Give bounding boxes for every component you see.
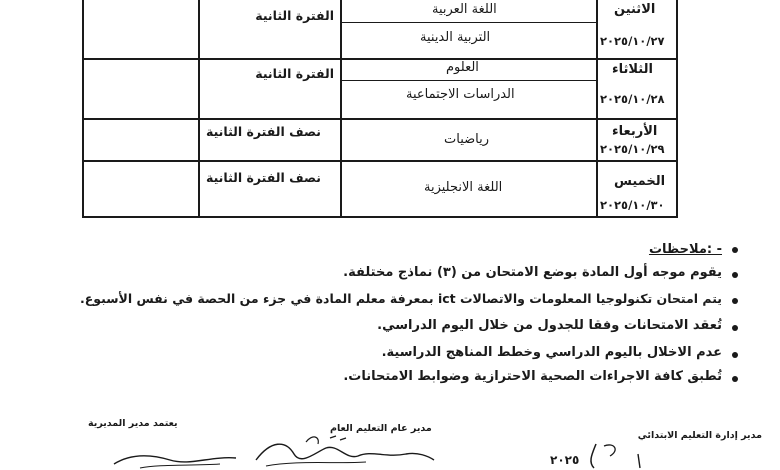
subject-cell bbox=[342, 0, 598, 58]
note-item: عدم الاخلال باليوم الدراسي وخطط المناهج الدراسية. bbox=[381, 345, 722, 360]
bullet-icon bbox=[732, 325, 738, 331]
period-cell bbox=[200, 60, 342, 118]
handwritten-signature-directorate bbox=[110, 446, 240, 470]
handwritten-signature-general bbox=[246, 430, 436, 470]
bullet-icon bbox=[732, 376, 738, 382]
day-label: الاثنين bbox=[614, 2, 656, 17]
period-cell bbox=[200, 120, 342, 160]
day-cell bbox=[598, 0, 676, 58]
subject-label: العلوم bbox=[446, 60, 479, 75]
signature-title-directorate: يعتمد مدير المديرية bbox=[88, 418, 178, 429]
bullet-icon bbox=[732, 352, 738, 358]
period-label: نصف الفترة الثانية bbox=[206, 170, 321, 185]
bullet-icon bbox=[732, 247, 738, 253]
table-row bbox=[84, 0, 676, 60]
subject-divider bbox=[342, 80, 596, 81]
subject-label: الدراسات الاجتماعية bbox=[406, 87, 515, 102]
subject-label: التربية الدينية bbox=[420, 30, 491, 45]
note-item: تُعقد الامتحانات وفقا للجدول من خلال اليوم الدراسي. bbox=[377, 318, 722, 333]
subject-divider bbox=[342, 22, 596, 23]
note-item: يتم امتحان تكنولوجيا المعلومات والاتصالات ict بمعرفة معلم المادة في جزء من الحصة في نفس الأسبوع. bbox=[80, 291, 722, 306]
date-label: ٢٠٢٥/١٠/٣٠ bbox=[600, 198, 665, 212]
date-label: ٢٠٢٥/١٠/٢٧ bbox=[600, 34, 665, 48]
empty-cell bbox=[84, 162, 200, 218]
day-label: الخميس bbox=[614, 174, 666, 189]
day-label: الأربعاء bbox=[612, 124, 658, 139]
signature-title-primary: مدير إدارة التعليم الابتدائي bbox=[637, 430, 762, 441]
period-label: الفترة الثانية bbox=[255, 8, 334, 23]
signature-title-general: مدير عام التعليم العام bbox=[330, 423, 432, 434]
subject-label: اللغة الانجليزية bbox=[424, 180, 503, 195]
handwritten-date: ٢٠٢٥ bbox=[550, 453, 580, 467]
subject-cell bbox=[342, 60, 598, 118]
exam-schedule-table bbox=[82, 0, 678, 218]
date-label: ٢٠٢٥/١٠/٢٩ bbox=[600, 142, 665, 156]
bullet-icon bbox=[732, 298, 738, 304]
subject-cell bbox=[342, 120, 598, 160]
day-cell bbox=[598, 120, 676, 160]
table-row bbox=[84, 120, 676, 162]
day-cell bbox=[598, 60, 676, 118]
period-label: الفترة الثانية bbox=[255, 66, 334, 81]
period-cell bbox=[200, 0, 342, 58]
period-cell bbox=[200, 162, 342, 218]
empty-cell bbox=[84, 0, 200, 58]
empty-cell bbox=[84, 120, 200, 160]
day-label: الثلاثاء bbox=[612, 62, 653, 77]
period-label: نصف الفترة الثانية bbox=[206, 124, 321, 139]
table-row bbox=[84, 162, 676, 218]
empty-cell bbox=[84, 60, 200, 118]
date-label: ٢٠٢٥/١٠/٢٨ bbox=[600, 92, 665, 106]
day-cell bbox=[598, 162, 676, 218]
notes-title: ملاحظات: - bbox=[648, 242, 722, 257]
subject-label: رياضيات bbox=[444, 132, 490, 147]
bullet-icon bbox=[732, 272, 738, 278]
note-item: يقوم موجه أول المادة بوضع الامتحان من (٣) نماذج مختلفة. bbox=[343, 265, 722, 280]
table-row bbox=[84, 60, 676, 120]
subject-cell bbox=[342, 162, 598, 218]
subject-label: اللغة العربية bbox=[432, 2, 497, 17]
note-item: تُطبق كافة الاجراءات الصحية الاحترازية وضوابط الامتحانات. bbox=[343, 369, 722, 384]
